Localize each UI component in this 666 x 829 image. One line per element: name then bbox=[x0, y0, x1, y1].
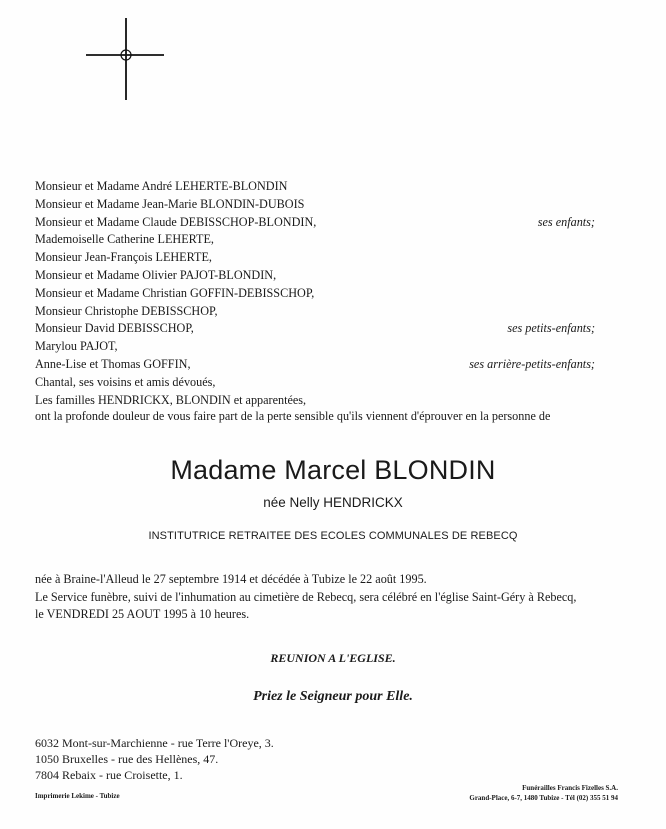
family-relation: ses enfants; bbox=[537, 214, 595, 229]
funeral-details bbox=[35, 571, 605, 624]
service-line: Le Service funèbre, suivi de l'inhumation au cimetière de Rebecq, sera célébré en l'église Saint-Géry à Rebecq, bbox=[35, 589, 577, 604]
family-line bbox=[35, 249, 595, 267]
family-member-name: Monsieur Christophe DEBISSCHOP, bbox=[35, 303, 218, 318]
family-line bbox=[35, 178, 595, 196]
service-date-line: le VENDREDI 25 AOUT 1995 à 10 heures. bbox=[35, 607, 250, 622]
family-member-name: Monsieur et Madame Christian GOFFIN-DEBISSCHOP, bbox=[35, 285, 315, 300]
cross-icon bbox=[86, 18, 164, 100]
family-line bbox=[35, 196, 595, 214]
funeral-home bbox=[469, 783, 618, 803]
profession: INSTITUTRICE RETRAITEE DES ECOLES COMMUNALES DE REBECQ bbox=[148, 530, 518, 542]
family-line bbox=[35, 285, 595, 303]
family-line bbox=[35, 214, 595, 232]
family-member-name: Mademoiselle Catherine LEHERTE, bbox=[35, 232, 214, 247]
address-line: 1050 Bruxelles - rue des Hellènes, 47. bbox=[35, 752, 219, 766]
family-relation: ses arrière-petits-enfants; bbox=[469, 356, 595, 371]
family-line bbox=[35, 356, 595, 374]
family-line bbox=[35, 338, 595, 356]
maiden-name: née Nelly HENDRICKX bbox=[263, 495, 403, 510]
funeral-home-name: Funérailles Francis Fizelles S.A. bbox=[522, 784, 618, 792]
family-member-name: Les familles HENDRICKX, BLONDIN et apparentées, bbox=[35, 392, 307, 407]
family-member-name: Chantal, ses voisins et amis dévoués, bbox=[35, 374, 216, 389]
family-line bbox=[35, 320, 595, 338]
family-member-name: Monsieur et Madame Claude DEBISSCHOP-BLONDIN, bbox=[35, 214, 317, 229]
family-line bbox=[35, 267, 595, 285]
family-member-name: Monsieur David DEBISSCHOP, bbox=[35, 321, 194, 336]
family-member-name: Marylou PAJOT, bbox=[35, 339, 118, 354]
family-member-name: Monsieur et Madame André LEHERTE-BLONDIN bbox=[35, 179, 288, 193]
funeral-home-address: Grand-Place, 6-7, 1480 Tubize - Tél (02) 355 51 94 bbox=[469, 794, 618, 802]
address-line: 6032 Mont-sur-Marchienne - rue Terre l'Oreye, 3. bbox=[35, 736, 274, 750]
address-line: 7804 Rebaix - rue Croisette, 1. bbox=[35, 768, 183, 782]
family-member-name: Anne-Lise et Thomas GOFFIN, bbox=[35, 356, 191, 371]
birth-death-line: née à Braine-l'Alleud le 27 septembre 1914 et décédée à Tubize le 22 août 1995. bbox=[35, 572, 427, 586]
address-list bbox=[35, 735, 274, 783]
family-line bbox=[35, 303, 595, 321]
deceased-name: Madame Marcel BLONDIN bbox=[170, 455, 496, 485]
family-member-name: Monsieur Jean-François LEHERTE, bbox=[35, 250, 212, 265]
family-relation: ses petits-enfants; bbox=[507, 321, 595, 336]
family-member-name: Monsieur et Madame Olivier PAJOT-BLONDIN, bbox=[35, 267, 277, 282]
family-line bbox=[35, 374, 595, 392]
announcement-intro: ont la profonde douleur de vous faire part de la perte sensible qu'ils viennent d'éprouver en la personne de bbox=[35, 409, 551, 423]
reunion-notice: REUNION A L'EGLISE. bbox=[270, 651, 396, 665]
family-member-name: Monsieur et Madame Jean-Marie BLONDIN-DUBOIS bbox=[35, 196, 305, 211]
family-list bbox=[35, 178, 595, 409]
family-line bbox=[35, 231, 595, 249]
prayer-line: Priez le Seigneur pour Elle. bbox=[253, 689, 413, 704]
printer-credit: Imprimerie Lekime - Tubize bbox=[35, 792, 120, 800]
